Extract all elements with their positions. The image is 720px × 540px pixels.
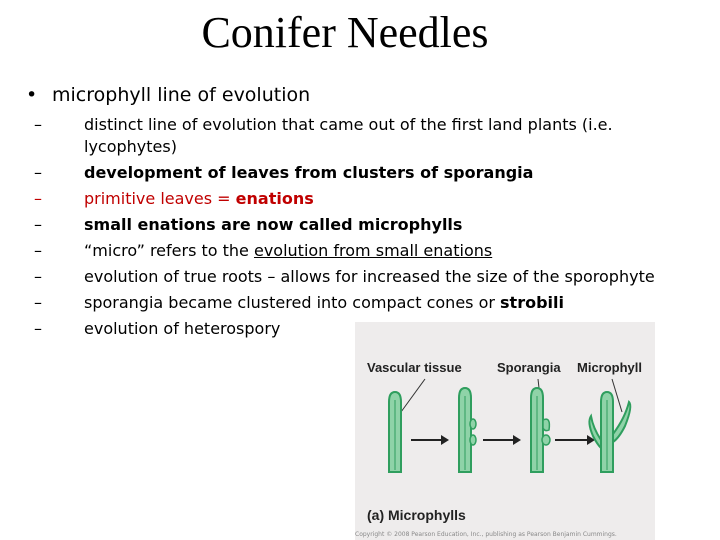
dash-marker: –	[34, 115, 42, 134]
dash-marker: –	[34, 319, 42, 338]
stem-stage-1	[389, 392, 401, 472]
sub-bullet-list	[34, 114, 684, 344]
sub-item-text: sporangia became clustered into compact cones or	[84, 293, 501, 312]
emphasis-strobili: strobili	[500, 293, 564, 312]
label-vascular-tissue: Vascular tissue	[367, 360, 462, 375]
sub-item-text: development of leaves from clusters of sporangia	[84, 163, 534, 182]
dash-marker: –	[34, 293, 42, 312]
sub-item-3	[34, 188, 684, 210]
dash-marker: –	[34, 267, 42, 286]
sub-item-7	[34, 292, 684, 314]
dash-marker: –	[34, 163, 42, 182]
bullet-dot: •	[26, 84, 38, 106]
sub-item-text: evolution of true roots – allows for increased the size of the sporophyte	[84, 267, 655, 286]
microphyll-evolution-figure	[355, 322, 655, 540]
arrow-icon	[411, 435, 449, 445]
slide-title: Conifer Needles	[201, 8, 489, 57]
stem-stage-2	[459, 388, 476, 472]
sub-item-4	[34, 214, 684, 236]
dash-marker: –	[34, 215, 42, 234]
stem-stage-4	[589, 392, 630, 472]
sub-item-5	[34, 240, 684, 262]
main-bullet	[26, 82, 310, 108]
copyright-text: Copyright © 2008 Pearson Education, Inc., publishing as Pearson Benjamin Cummings.	[355, 531, 617, 538]
arrow-icon	[555, 435, 595, 445]
leader-line-vascular	[401, 379, 425, 412]
dash-marker: –	[34, 241, 42, 260]
stem-stage-3	[531, 388, 550, 472]
label-sporangia: Sporangia	[497, 360, 561, 375]
sub-item-text: distinct line of evolution that came out of the first land plants (i.e. lycophytes)	[84, 115, 613, 156]
sub-item-2	[34, 162, 684, 184]
label-microphyll: Microphyll	[577, 360, 643, 375]
arrow-icon	[483, 435, 521, 445]
main-bullet-text: microphyll line of evolution	[52, 84, 311, 106]
sub-item-1	[34, 114, 684, 158]
sub-item-text: small enations are now called microphylls	[84, 215, 463, 234]
underlined-phrase: evolution from small enations	[253, 241, 493, 260]
emphasis-enations: enations	[235, 189, 314, 208]
figure-caption: (a) Microphylls	[367, 507, 466, 523]
sub-item-text: primitive leaves =	[84, 189, 236, 208]
sub-item-text: evolution of heterospory	[84, 319, 281, 338]
sub-item-6	[34, 266, 684, 288]
dash-marker: –	[34, 189, 42, 208]
sub-item-text: “micro” refers to the	[84, 241, 254, 260]
